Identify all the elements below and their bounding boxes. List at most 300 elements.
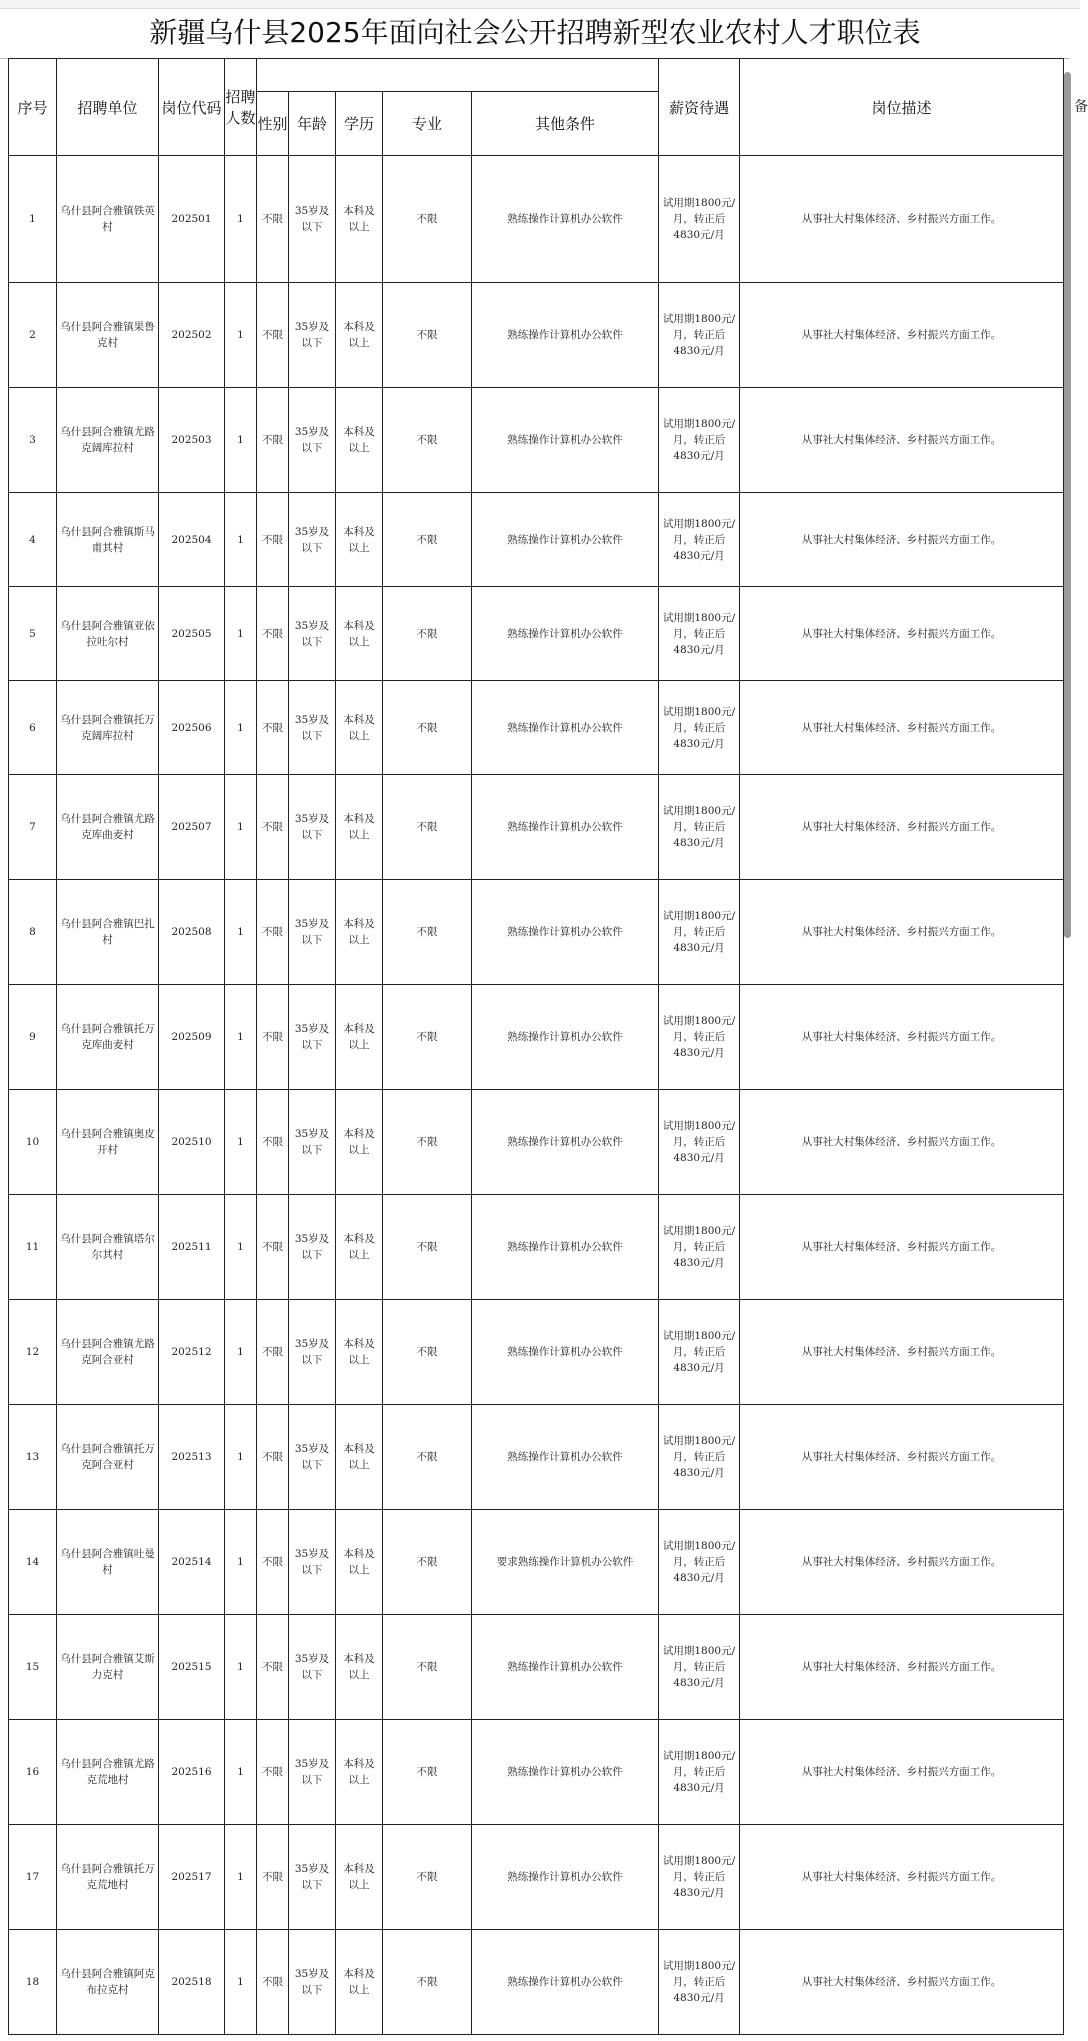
table-row xyxy=(9,1720,1064,1825)
cell-gender xyxy=(257,1090,289,1195)
cell-code xyxy=(159,1930,225,2035)
cell-unit xyxy=(57,1615,159,1720)
cell-desc-text: 从事社大村集体经济、乡村振兴方面工作。 xyxy=(801,1451,1002,1463)
cell-code-text: 202518 xyxy=(171,1976,212,1988)
cell-edu-text: 本科及以上 xyxy=(343,1863,375,1891)
table-row xyxy=(9,880,1064,985)
cell-other-text: 熟练操作计算机办公软件 xyxy=(507,821,623,833)
cell-other xyxy=(472,1090,659,1195)
cell-other-text: 熟练操作计算机办公软件 xyxy=(507,1871,623,1883)
cell-pay xyxy=(659,775,740,880)
cell-gender xyxy=(257,388,289,493)
cell-desc xyxy=(740,985,1064,1090)
cell-count-text: 1 xyxy=(237,434,244,446)
cell-gender xyxy=(257,1615,289,1720)
cell-other xyxy=(472,1615,659,1720)
cell-count-text: 1 xyxy=(237,1136,244,1148)
cell-code xyxy=(159,1405,225,1510)
table-row xyxy=(9,1090,1064,1195)
header-seq: 序号 xyxy=(9,59,57,156)
cell-code xyxy=(159,1090,225,1195)
cell-other xyxy=(472,681,659,775)
cell-pay-text: 试用期1800元/月，转正后4830元/月 xyxy=(662,805,736,849)
cell-seq-text: 9 xyxy=(29,1031,36,1043)
cell-code xyxy=(159,388,225,493)
cell-major xyxy=(383,493,472,587)
cell-unit-text: 乌什县阿合雅镇巴扎村 xyxy=(60,918,155,946)
cell-pay-text: 试用期1800元/月，转正后4830元/月 xyxy=(662,705,736,750)
vertical-scrollbar[interactable] xyxy=(1064,72,1071,938)
cell-edu xyxy=(336,1930,383,2035)
cell-desc xyxy=(740,681,1064,775)
cell-other xyxy=(472,1720,659,1825)
table-row xyxy=(9,156,1064,283)
cell-edu xyxy=(336,1615,383,1720)
cell-count xyxy=(225,1825,257,1930)
cell-code xyxy=(159,1195,225,1300)
cell-pay-text: 试用期1800元/月，转正后4830元/月 xyxy=(662,910,736,954)
cell-count xyxy=(225,1300,257,1405)
cell-major-text: 不限 xyxy=(416,329,438,341)
header-pay: 薪资待遇 xyxy=(659,59,740,156)
cell-count xyxy=(225,493,257,587)
cell-age-text: 35岁及以下 xyxy=(294,1128,330,1156)
cell-other-text: 熟练操作计算机办公软件 xyxy=(507,1451,623,1463)
cell-gender xyxy=(257,1405,289,1510)
cell-other-text: 熟练操作计算机办公软件 xyxy=(507,627,623,640)
cell-gender-text: 不限 xyxy=(262,213,283,225)
cell-unit xyxy=(57,880,159,985)
cell-seq xyxy=(9,587,57,681)
cell-major-text: 不限 xyxy=(416,1871,438,1883)
cell-code-text: 202515 xyxy=(171,1661,212,1673)
cell-pay-text: 试用期1800元/月，转正后4830元/月 xyxy=(662,611,736,656)
cell-code xyxy=(159,1510,225,1615)
cell-count-text: 1 xyxy=(237,1031,244,1043)
cell-age xyxy=(289,388,336,493)
cell-pay-text: 试用期1800元/月，转正后4830元/月 xyxy=(662,1960,736,2004)
header-unit: 招聘单位 xyxy=(57,59,159,156)
cell-edu-text: 本科及以上 xyxy=(343,1548,375,1576)
cell-count-text: 1 xyxy=(237,1346,244,1358)
cell-edu xyxy=(336,156,383,283)
cell-edu xyxy=(336,283,383,388)
cell-major xyxy=(383,1825,472,1930)
cell-edu-text: 本科及以上 xyxy=(343,1758,375,1786)
cell-major xyxy=(383,1510,472,1615)
cell-edu xyxy=(336,1300,383,1405)
cell-major xyxy=(383,1930,472,2035)
cell-gender-text: 不限 xyxy=(262,1766,283,1778)
cell-seq-text: 7 xyxy=(29,821,36,833)
cell-seq-text: 8 xyxy=(29,926,36,938)
cell-other-text: 熟练操作计算机办公软件 xyxy=(507,213,623,225)
table-row xyxy=(9,587,1064,681)
cell-unit-text: 乌什县阿合雅镇艾斯力克村 xyxy=(60,1653,155,1681)
cell-pay xyxy=(659,156,740,283)
cell-other-text: 熟练操作计算机办公软件 xyxy=(507,721,623,734)
cell-major-text: 不限 xyxy=(416,1346,438,1358)
cell-major-text: 不限 xyxy=(416,1241,438,1253)
cell-seq-text: 18 xyxy=(25,1976,40,1988)
cell-desc xyxy=(740,587,1064,681)
cell-seq xyxy=(9,775,57,880)
table-row xyxy=(9,493,1064,587)
cell-age-text: 35岁及以下 xyxy=(294,1758,330,1786)
table-row xyxy=(9,1510,1064,1615)
cell-desc-text: 从事社大村集体经济、乡村振兴方面工作。 xyxy=(801,1661,1002,1673)
cell-count-text: 1 xyxy=(237,1661,244,1673)
cell-unit-text: 乌什县阿合雅镇托万克荒地村 xyxy=(60,1863,155,1891)
cell-gender-text: 不限 xyxy=(262,434,283,446)
cell-desc-text: 从事社大村集体经济、乡村振兴方面工作。 xyxy=(801,533,1002,546)
cell-major-text: 不限 xyxy=(416,1451,438,1463)
cell-edu-text: 本科及以上 xyxy=(343,1443,375,1471)
header-major: 专业 xyxy=(383,92,472,156)
cell-gender-text: 不限 xyxy=(262,533,283,546)
header-desc: 岗位描述 xyxy=(740,59,1064,156)
cell-code-text: 202505 xyxy=(171,627,212,640)
cell-unit xyxy=(57,587,159,681)
cell-pay xyxy=(659,1195,740,1300)
cell-edu xyxy=(336,493,383,587)
cell-unit-text: 乌什县阿合雅镇托万克库曲麦村 xyxy=(60,1023,155,1051)
cell-desc-text: 从事社大村集体经济、乡村振兴方面工作。 xyxy=(801,1976,1002,1988)
cell-desc xyxy=(740,156,1064,283)
cell-seq-text: 11 xyxy=(25,1241,40,1253)
cell-count xyxy=(225,388,257,493)
cell-major-text: 不限 xyxy=(416,1031,438,1043)
cell-major-text: 不限 xyxy=(416,627,438,640)
cell-unit xyxy=(57,775,159,880)
cell-seq xyxy=(9,1405,57,1510)
cell-other xyxy=(472,388,659,493)
header-code: 岗位代码 xyxy=(159,59,225,156)
cell-unit-text: 乌什县阿合雅镇尤路克阔库拉村 xyxy=(60,426,155,454)
cell-unit xyxy=(57,1195,159,1300)
cell-code-text: 202508 xyxy=(171,926,212,938)
cell-desc xyxy=(740,775,1064,880)
cell-seq xyxy=(9,1300,57,1405)
cell-age xyxy=(289,1720,336,1825)
cell-major xyxy=(383,283,472,388)
cell-major-text: 不限 xyxy=(416,926,438,938)
cell-other-text: 熟练操作计算机办公软件 xyxy=(507,329,623,341)
cell-seq xyxy=(9,283,57,388)
cell-other xyxy=(472,880,659,985)
cell-gender-text: 不限 xyxy=(262,721,283,734)
cell-gender-text: 不限 xyxy=(262,1451,283,1463)
cell-edu-text: 本科及以上 xyxy=(343,426,375,454)
cell-desc-text: 从事社大村集体经济、乡村振兴方面工作。 xyxy=(801,1766,1002,1778)
cell-gender xyxy=(257,681,289,775)
cell-pay-text: 试用期1800元/月，转正后4830元/月 xyxy=(662,517,736,562)
cell-edu xyxy=(336,388,383,493)
cell-gender-text: 不限 xyxy=(262,1241,283,1253)
cell-count xyxy=(225,1615,257,1720)
header-gender: 性别 xyxy=(257,92,289,156)
cell-other-text: 熟练操作计算机办公软件 xyxy=(507,1241,623,1253)
cell-edu xyxy=(336,681,383,775)
cell-count xyxy=(225,156,257,283)
cell-desc-text: 从事社大村集体经济、乡村振兴方面工作。 xyxy=(801,434,1002,446)
cell-code-text: 202513 xyxy=(171,1451,212,1463)
cell-pay-text: 试用期1800元/月，转正后4830元/月 xyxy=(662,1015,736,1059)
cell-unit-text: 乌什县阿合雅镇吐曼村 xyxy=(60,1548,155,1576)
cell-other xyxy=(472,283,659,388)
cell-major-text: 不限 xyxy=(416,1766,438,1778)
cell-unit xyxy=(57,1090,159,1195)
cell-code xyxy=(159,681,225,775)
cell-gender-text: 不限 xyxy=(262,1661,283,1673)
cell-seq xyxy=(9,156,57,283)
table-row xyxy=(9,681,1064,775)
cell-seq-text: 16 xyxy=(25,1766,40,1778)
cell-count xyxy=(225,1405,257,1510)
cell-age-text: 35岁及以下 xyxy=(294,1653,330,1681)
cell-edu xyxy=(336,1720,383,1825)
cell-pay xyxy=(659,681,740,775)
cell-pay xyxy=(659,1405,740,1510)
cell-count-text: 1 xyxy=(237,821,244,833)
cell-seq-text: 12 xyxy=(25,1346,40,1358)
cell-major xyxy=(383,985,472,1090)
cell-unit xyxy=(57,1720,159,1825)
cell-other xyxy=(472,775,659,880)
cell-gender xyxy=(257,775,289,880)
cell-major xyxy=(383,587,472,681)
cell-gender xyxy=(257,985,289,1090)
cell-count-text: 1 xyxy=(237,926,244,938)
cell-seq xyxy=(9,493,57,587)
cell-code-text: 202503 xyxy=(171,434,212,446)
cell-gender-text: 不限 xyxy=(262,329,283,341)
cell-other xyxy=(472,1195,659,1300)
cell-pay xyxy=(659,1300,740,1405)
cell-edu-text: 本科及以上 xyxy=(343,1968,375,1996)
cell-edu-text: 本科及以上 xyxy=(343,1128,375,1156)
cell-count xyxy=(225,1930,257,2035)
cell-other-text: 熟练操作计算机办公软件 xyxy=(507,1031,623,1043)
cell-count xyxy=(225,1720,257,1825)
cell-code xyxy=(159,587,225,681)
cell-count-text: 1 xyxy=(237,1976,244,1988)
cell-desc-text: 从事社大村集体经济、乡村振兴方面工作。 xyxy=(801,1241,1002,1253)
cell-seq-text: 15 xyxy=(25,1661,40,1673)
cell-count-text: 1 xyxy=(237,1556,244,1568)
cell-unit-text: 乌什县阿合雅镇尤路克阿合亚村 xyxy=(60,1338,155,1366)
cell-gender xyxy=(257,1300,289,1405)
page-title: 新疆乌什县2025年面向社会公开招聘新型农业农村人才职位表 xyxy=(0,8,1070,59)
cell-code xyxy=(159,156,225,283)
cell-age-text: 35岁及以下 xyxy=(294,1443,330,1471)
cell-pay-text: 试用期1800元/月，转正后4830元/月 xyxy=(662,1225,736,1269)
cell-seq xyxy=(9,1930,57,2035)
cell-other-text: 要求熟练操作计算机办公软件 xyxy=(496,1556,634,1568)
cell-edu-text: 本科及以上 xyxy=(343,525,375,554)
cell-count-text: 1 xyxy=(237,1241,244,1253)
cell-other xyxy=(472,493,659,587)
cell-other xyxy=(472,156,659,283)
cell-age xyxy=(289,1825,336,1930)
cell-seq xyxy=(9,1825,57,1930)
cell-code-text: 202509 xyxy=(171,1031,212,1043)
cell-gender xyxy=(257,283,289,388)
table-row xyxy=(9,1405,1064,1510)
cell-gender-text: 不限 xyxy=(262,1346,283,1358)
cell-pay-text: 试用期1800元/月，转正后4830元/月 xyxy=(662,418,736,462)
cell-code-text: 202517 xyxy=(171,1871,212,1883)
cell-major xyxy=(383,681,472,775)
table-row xyxy=(9,1195,1064,1300)
cell-age xyxy=(289,985,336,1090)
cell-gender-text: 不限 xyxy=(262,1556,283,1568)
cell-count-text: 1 xyxy=(237,721,244,734)
cell-gender xyxy=(257,587,289,681)
cell-seq xyxy=(9,880,57,985)
cell-edu-text: 本科及以上 xyxy=(343,1338,375,1366)
cell-count xyxy=(225,1090,257,1195)
cell-edu xyxy=(336,985,383,1090)
cell-seq-text: 1 xyxy=(29,213,36,225)
cell-major xyxy=(383,880,472,985)
cell-gender-text: 不限 xyxy=(262,1031,283,1043)
cell-seq xyxy=(9,1510,57,1615)
cell-code-text: 202504 xyxy=(171,533,212,546)
cell-pay xyxy=(659,1720,740,1825)
cell-code xyxy=(159,880,225,985)
cell-gender-text: 不限 xyxy=(262,627,283,640)
cell-gender xyxy=(257,1720,289,1825)
cell-desc xyxy=(740,1090,1064,1195)
cell-age-text: 35岁及以下 xyxy=(294,1023,330,1051)
cell-seq xyxy=(9,681,57,775)
cell-other-text: 熟练操作计算机办公软件 xyxy=(507,1766,623,1778)
cell-other xyxy=(472,985,659,1090)
cell-age-text: 35岁及以下 xyxy=(294,1548,330,1576)
cell-count xyxy=(225,775,257,880)
cell-unit-text: 乌什县阿合雅镇亚依拉吐尔村 xyxy=(60,619,155,648)
cell-desc xyxy=(740,1930,1064,2035)
cell-major-text: 不限 xyxy=(416,434,438,446)
cell-count xyxy=(225,880,257,985)
cell-age xyxy=(289,493,336,587)
cell-unit-text: 乌什县阿合雅镇尤路克荒地村 xyxy=(60,1758,155,1786)
cell-gender xyxy=(257,1930,289,2035)
table-row xyxy=(9,1300,1064,1405)
cell-edu xyxy=(336,1510,383,1615)
table-row xyxy=(9,775,1064,880)
cell-code xyxy=(159,283,225,388)
cell-pay xyxy=(659,1615,740,1720)
cell-desc xyxy=(740,283,1064,388)
cell-major xyxy=(383,1615,472,1720)
cell-seq-text: 13 xyxy=(25,1451,40,1463)
cell-desc xyxy=(740,1510,1064,1615)
cell-desc-text: 从事社大村集体经济、乡村振兴方面工作。 xyxy=(801,1031,1002,1043)
cell-unit-text: 乌什县阿合雅镇尤路克库曲麦村 xyxy=(60,813,155,841)
cell-pay xyxy=(659,493,740,587)
cell-count-text: 1 xyxy=(237,627,244,640)
cell-other-text: 熟练操作计算机办公软件 xyxy=(507,1346,623,1358)
cell-age xyxy=(289,880,336,985)
cell-code-text: 202516 xyxy=(171,1766,212,1778)
cell-code-text: 202502 xyxy=(171,329,212,341)
cell-other xyxy=(472,1300,659,1405)
cell-code xyxy=(159,775,225,880)
cell-age-text: 35岁及以下 xyxy=(294,321,330,349)
cell-desc xyxy=(740,1720,1064,1825)
cell-gender-text: 不限 xyxy=(262,926,283,938)
cell-edu xyxy=(336,1405,383,1510)
cell-edu xyxy=(336,880,383,985)
cell-seq-text: 6 xyxy=(29,721,36,734)
cell-count xyxy=(225,587,257,681)
cell-code xyxy=(159,1720,225,1825)
cell-code-text: 202512 xyxy=(171,1346,212,1358)
cell-major xyxy=(383,388,472,493)
cell-seq-text: 2 xyxy=(29,329,36,341)
cell-unit xyxy=(57,681,159,775)
cell-code-text: 202511 xyxy=(171,1241,212,1253)
cell-age xyxy=(289,681,336,775)
cell-age-text: 35岁及以下 xyxy=(294,619,330,648)
cell-age-text: 35岁及以下 xyxy=(294,1863,330,1891)
cell-seq xyxy=(9,1615,57,1720)
cell-major-text: 不限 xyxy=(416,821,438,833)
cell-other-text: 熟练操作计算机办公软件 xyxy=(507,1976,623,1988)
cell-pay xyxy=(659,985,740,1090)
cell-desc xyxy=(740,1195,1064,1300)
cell-age xyxy=(289,283,336,388)
cell-pay-text: 试用期1800元/月，转正后4830元/月 xyxy=(662,1330,736,1374)
cell-seq-text: 3 xyxy=(29,434,36,446)
cell-code-text: 202514 xyxy=(171,1556,212,1568)
cell-unit-text: 乌什县阿合雅镇奥皮开村 xyxy=(60,1128,155,1156)
cell-other xyxy=(472,587,659,681)
table-row xyxy=(9,985,1064,1090)
cell-edu-text: 本科及以上 xyxy=(343,1023,375,1051)
cell-gender xyxy=(257,1825,289,1930)
cell-unit-text: 乌什县阿合雅镇塔尔尔其村 xyxy=(60,1233,155,1261)
cell-age-text: 35岁及以下 xyxy=(294,205,330,233)
table-row xyxy=(9,388,1064,493)
cell-count xyxy=(225,1510,257,1615)
cell-code xyxy=(159,985,225,1090)
cell-major-text: 不限 xyxy=(416,1976,438,1988)
cell-major xyxy=(383,1720,472,1825)
cell-gender xyxy=(257,1510,289,1615)
cell-unit-text: 乌什县阿合雅镇阿克布拉克村 xyxy=(60,1968,155,1996)
cell-desc-text: 从事社大村集体经济、乡村振兴方面工作。 xyxy=(801,926,1002,938)
cell-major xyxy=(383,1195,472,1300)
cell-code-text: 202510 xyxy=(171,1136,212,1148)
cell-age-text: 35岁及以下 xyxy=(294,426,330,454)
cell-gender-text: 不限 xyxy=(262,1136,283,1148)
cell-edu-text: 本科及以上 xyxy=(343,918,375,946)
cell-code xyxy=(159,493,225,587)
cell-edu-text: 本科及以上 xyxy=(343,813,375,841)
cell-pay xyxy=(659,283,740,388)
cell-code xyxy=(159,1615,225,1720)
cell-desc-text: 从事社大村集体经济、乡村振兴方面工作。 xyxy=(801,821,1002,833)
header-group-blank xyxy=(257,59,659,92)
cell-code-text: 202506 xyxy=(171,721,212,734)
table-row xyxy=(9,1930,1064,2035)
cell-other-text: 熟练操作计算机办公软件 xyxy=(507,533,623,546)
cell-desc-text: 从事社大村集体经济、乡村振兴方面工作。 xyxy=(801,1871,1002,1883)
cell-major-text: 不限 xyxy=(416,533,438,546)
